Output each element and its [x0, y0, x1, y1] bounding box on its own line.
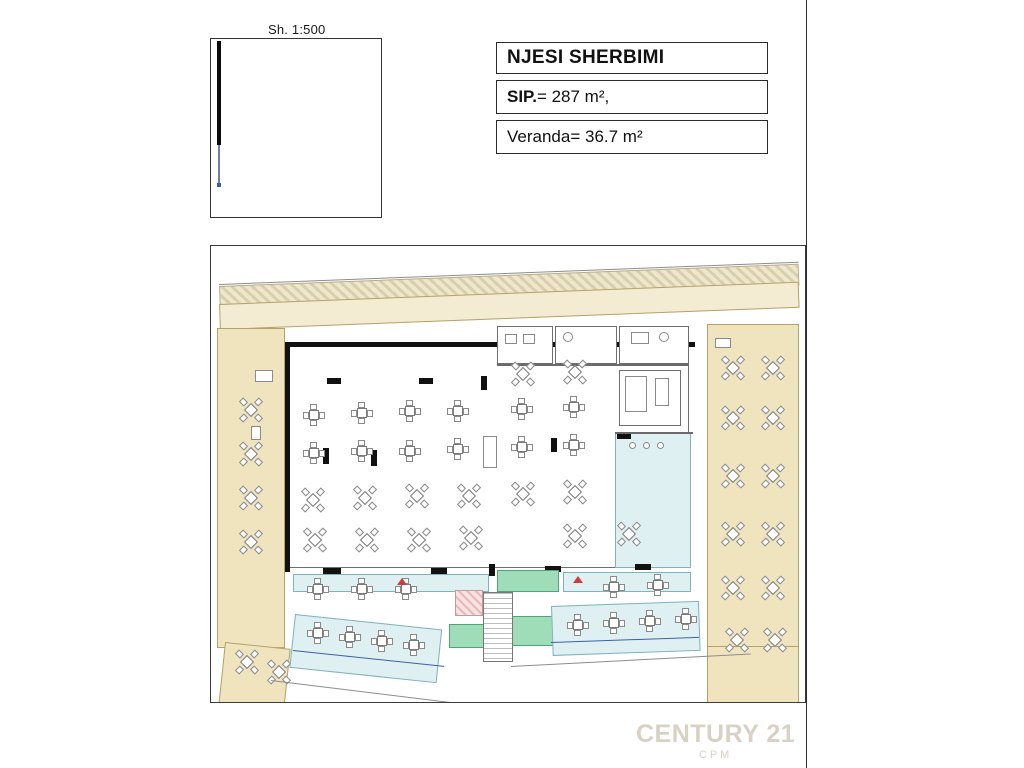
- exterior-table: [721, 522, 745, 546]
- fixture-kitchen-2: [523, 334, 535, 344]
- exterior-table: [761, 406, 785, 430]
- fixture-kitchen-1: [505, 334, 517, 344]
- table-group: [303, 442, 325, 464]
- exterior-table: [761, 576, 785, 600]
- column-7: [617, 434, 631, 439]
- table-group: [399, 440, 421, 462]
- service-room-3: [619, 326, 689, 364]
- watermark: [636, 722, 795, 761]
- exterior-table: [721, 576, 745, 600]
- table-group-diagonal: [459, 526, 483, 550]
- table-group-diagonal: [563, 360, 587, 384]
- table-group: [511, 398, 533, 420]
- column-6: [551, 438, 557, 452]
- back-bar-unit: [655, 378, 669, 406]
- title-block-row-area: [496, 80, 768, 114]
- table-group-diagonal: [511, 482, 535, 506]
- outdoor-table: [567, 614, 589, 636]
- fixture-kitchen-3: [631, 332, 649, 344]
- outdoor-table: [603, 612, 625, 634]
- column-2: [419, 378, 433, 384]
- terrace-table: [307, 578, 329, 600]
- exterior-table: [721, 356, 745, 380]
- floor-plan-canvas: [211, 246, 805, 702]
- table-group-diagonal: [303, 528, 327, 552]
- key-plan-box: [210, 38, 382, 218]
- planter-left: [497, 570, 559, 592]
- terrace-table: [603, 576, 625, 598]
- exterior-table: [239, 398, 263, 422]
- title-block-row-title: [496, 42, 768, 74]
- fixture-left-2: [251, 426, 261, 440]
- column-1: [327, 378, 341, 384]
- bar-stool-2: [643, 442, 650, 449]
- table-group-diagonal: [355, 528, 379, 552]
- outdoor-table: [307, 622, 329, 644]
- entry-arrow-left: [397, 578, 407, 585]
- table-group: [351, 440, 373, 462]
- table-group-diagonal: [511, 362, 535, 386]
- table-group-diagonal: [405, 484, 429, 508]
- floor-plan-frame: [210, 245, 806, 703]
- main-hall-left-wall: [285, 342, 290, 572]
- entry-arrow-right: [573, 576, 583, 583]
- bar-glass-zone: [615, 432, 691, 568]
- unit-title: NJESI SHERBIMI: [507, 47, 665, 68]
- table-group-diagonal: [457, 484, 481, 508]
- outdoor-table: [339, 626, 361, 648]
- outdoor-table: [675, 608, 697, 630]
- fixture-round-2: [659, 332, 669, 342]
- key-plan-marker: [217, 41, 221, 145]
- table-group-diagonal: [407, 528, 431, 552]
- service-room-2: [555, 326, 617, 364]
- exterior-table: [721, 464, 745, 488]
- terrace-wall-right: [635, 564, 651, 570]
- exterior-table: [239, 442, 263, 466]
- entry-stairs: [483, 592, 513, 662]
- sheet-right-border: [806, 0, 807, 768]
- table-group-diagonal: [301, 488, 325, 512]
- fixture-right-1: [715, 338, 731, 348]
- ramp-hatch: [455, 590, 483, 616]
- outdoor-table: [639, 610, 661, 632]
- terrace-opening-post: [489, 564, 495, 576]
- outdoor-table: [403, 634, 425, 656]
- fixture-left-1: [255, 370, 273, 382]
- table-group: [447, 438, 469, 460]
- service-room-1: [497, 326, 553, 364]
- table-group: [511, 436, 533, 458]
- exterior-table: [721, 406, 745, 430]
- table-group: [351, 402, 373, 424]
- table-group: [563, 434, 585, 456]
- site-boundary-lower-left: [271, 680, 470, 703]
- outdoor-table: [371, 630, 393, 652]
- key-plan-tail-end: [217, 183, 221, 187]
- terrace-table: [647, 574, 669, 596]
- table-group-diagonal: [563, 524, 587, 548]
- exterior-table: [761, 356, 785, 380]
- exterior-table: [725, 628, 749, 652]
- title-block: [496, 42, 768, 160]
- table-group: [563, 396, 585, 418]
- bar-counter: [625, 376, 647, 412]
- table-group: [399, 400, 421, 422]
- exterior-table: [761, 464, 785, 488]
- table-group-diagonal: [563, 480, 587, 504]
- fixture-round-1: [563, 332, 573, 342]
- table-group: [303, 404, 325, 426]
- bar-stool-1: [629, 442, 636, 449]
- table-group-diagonal: [353, 486, 377, 510]
- table-group: [447, 400, 469, 422]
- service-unit-mid: [483, 436, 497, 468]
- exterior-table: [235, 650, 259, 674]
- watermark-brand: CENTURY 21: [636, 720, 796, 748]
- bar-stool-3: [657, 442, 664, 449]
- veranda-label: Veranda= 36.7 m²: [507, 127, 643, 146]
- exterior-table: [239, 486, 263, 510]
- terrace-table: [351, 578, 373, 600]
- table-group-diagonal: [617, 522, 641, 546]
- area-value-label: = 287 m²,: [536, 87, 610, 106]
- column-3: [481, 376, 487, 390]
- title-block-row-veranda: [496, 120, 768, 154]
- key-plan-tail: [218, 145, 220, 183]
- exterior-table: [239, 530, 263, 554]
- scale-label: Sh. 1:500: [268, 22, 326, 37]
- area-prefix-label: SIP.: [507, 87, 537, 106]
- watermark-sub: CPM: [698, 749, 733, 761]
- exterior-table: [761, 522, 785, 546]
- exterior-table: [763, 628, 787, 652]
